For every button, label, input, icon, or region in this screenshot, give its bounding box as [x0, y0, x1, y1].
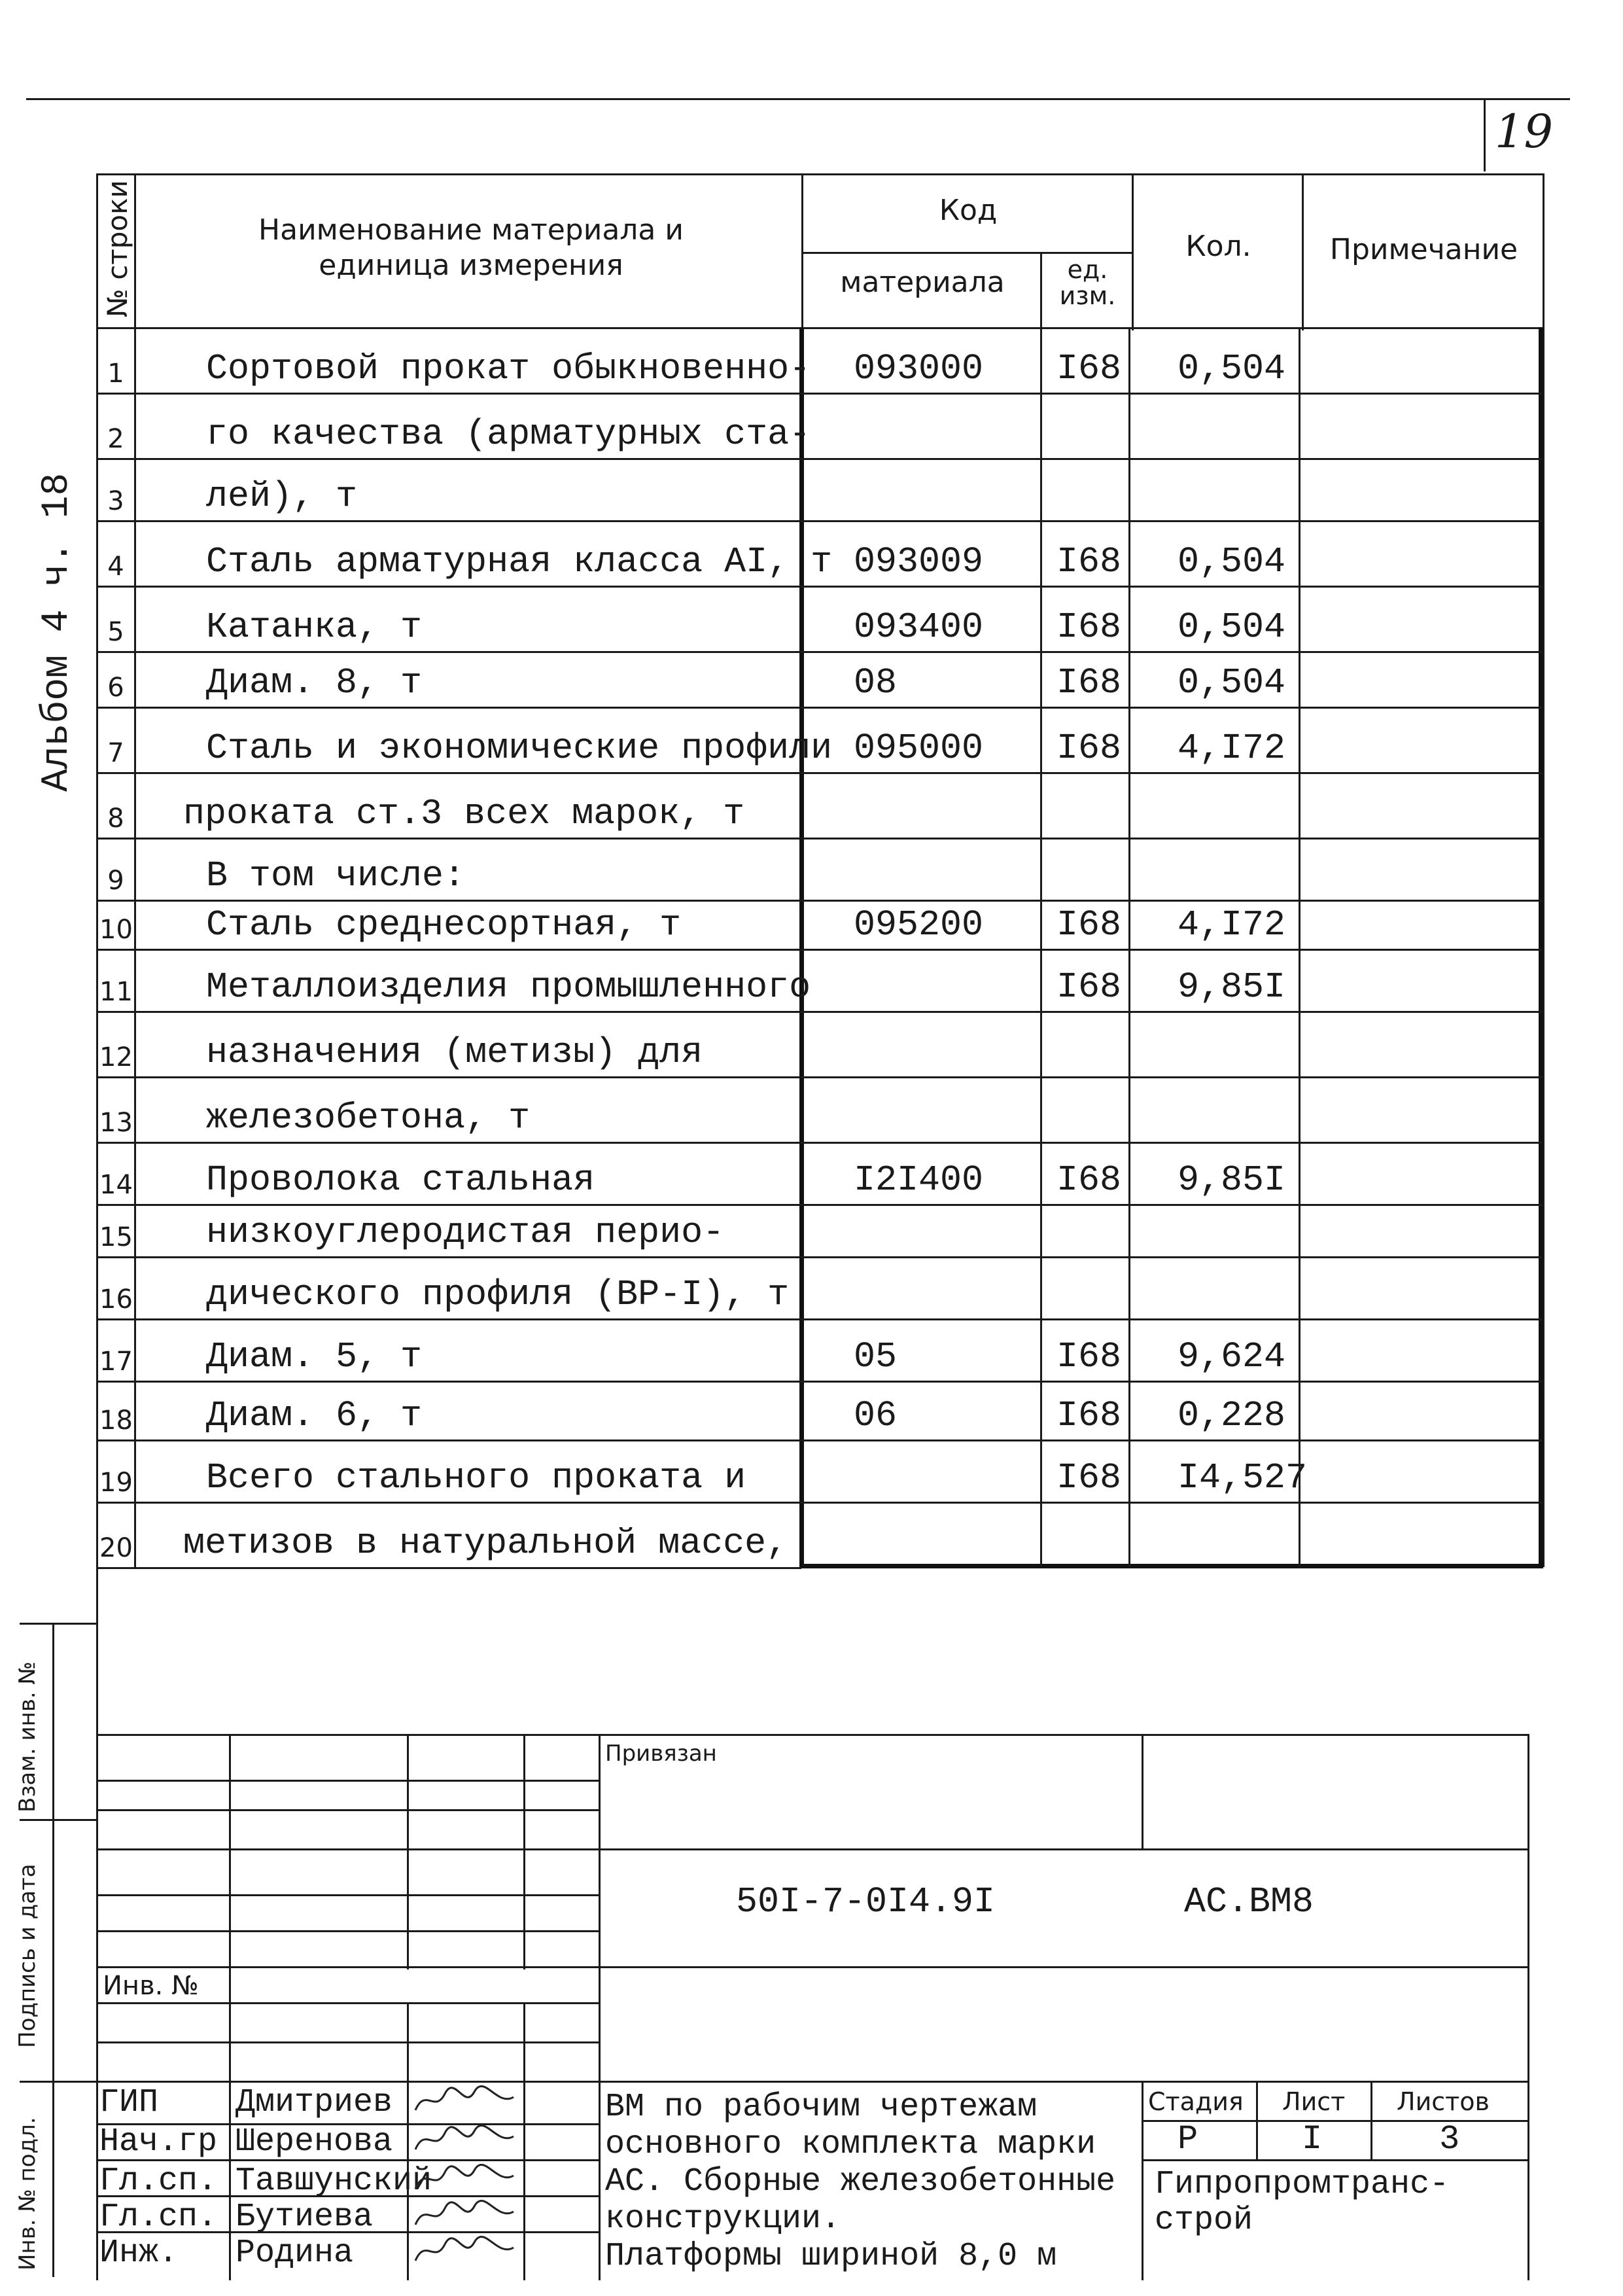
quantity-cell: 0,504	[1178, 662, 1286, 703]
header-bottom	[96, 327, 1544, 329]
side-label-inv-podl: Инв. № подл.	[14, 2117, 41, 2270]
tb-row-c	[96, 1848, 1529, 1850]
material-name-cell: низкоуглеродистая перио-	[206, 1212, 725, 1253]
staff-role: Инж.	[99, 2234, 179, 2272]
quantity-cell: 0,228	[1178, 1395, 1286, 1436]
hdr-div-2	[1040, 252, 1042, 330]
hdr-note: Примечание	[1329, 233, 1518, 266]
unit-code-cell: I68	[1056, 1159, 1122, 1201]
staff-role: Гл.сп.	[99, 2163, 218, 2200]
tb-row-h	[96, 2041, 599, 2043]
organization-line: Гипропромтранс-	[1155, 2166, 1450, 2203]
row-number: 13	[99, 1108, 133, 1138]
staff-name: Дмитриев	[236, 2084, 393, 2121]
hdr-unit: ед. изм.	[1059, 255, 1116, 310]
tb-col-1	[229, 1734, 231, 2280]
tb-col-2a	[407, 1734, 409, 1969]
quantity-cell: 0,504	[1178, 607, 1286, 648]
material-code-cell: 093000	[854, 348, 984, 389]
tb-row-a	[96, 1780, 599, 1782]
doc-code: 50I-7-0I4.9I	[736, 1881, 996, 1922]
row-number: 3	[107, 486, 124, 516]
unit-code-cell: I68	[1056, 541, 1122, 582]
side-stamp-top	[20, 1623, 98, 1625]
unit-code-cell: I68	[1056, 1457, 1122, 1498]
row-number: 4	[107, 552, 124, 582]
material-name-cell: Диам. 6, т	[206, 1395, 423, 1436]
hdr-row-no: № строки	[101, 180, 133, 317]
tb-col-2b	[407, 2002, 409, 2280]
row-number: 16	[99, 1284, 133, 1315]
side-stamp-div1	[20, 1819, 98, 1821]
side-label-vzam: Взам. инв. №	[14, 1661, 41, 1812]
tb-row-g	[96, 2002, 599, 2004]
signature-scribble	[412, 2123, 517, 2156]
row-number: 10	[99, 915, 133, 945]
row-number: 20	[99, 1533, 133, 1563]
hdr-qty: Кол.	[1185, 230, 1251, 263]
stage-label: Стадия	[1148, 2087, 1244, 2116]
frame-left	[96, 173, 98, 1567]
sheets-value: 3	[1439, 2120, 1460, 2159]
unit-code-cell: I68	[1056, 966, 1122, 1008]
row-divider	[96, 707, 1543, 709]
material-name-cell: Диам. 5, т	[206, 1336, 423, 1377]
tb-col-4	[599, 1734, 601, 2280]
quantity-cell: 4,I72	[1178, 728, 1286, 769]
row-divider	[96, 1502, 1543, 1504]
tb-right	[1527, 1734, 1529, 2280]
signature-scribble	[412, 2084, 517, 2117]
material-name-cell: проката ст.3 всех марок, т	[183, 793, 745, 834]
unit-code-cell: I68	[1056, 904, 1122, 945]
sheets-label: Листов	[1397, 2087, 1490, 2116]
unit-code-cell: I68	[1056, 662, 1122, 703]
stage-value: Р	[1178, 2120, 1198, 2159]
row-divider	[96, 838, 1543, 839]
staff-name: Родина	[236, 2234, 354, 2272]
quantity-cell: 9,85I	[1178, 1159, 1286, 1201]
staff-role: Гл.сп.	[99, 2199, 218, 2236]
row-number: 15	[99, 1222, 133, 1252]
row-number: 1	[107, 359, 124, 389]
row-number: 14	[99, 1170, 133, 1200]
row-divider	[96, 1204, 1543, 1206]
row-number: 19	[99, 1468, 133, 1498]
description-line: ВМ по рабочим чертежам	[605, 2089, 1038, 2126]
material-name-cell: Сталь арматурная класса AI, т	[206, 541, 833, 582]
privyazan-label: Привязан	[605, 1740, 717, 1767]
page-number-divider	[1484, 98, 1486, 171]
staff-name: Бутиева	[236, 2199, 374, 2236]
tb-row-i	[96, 2081, 1529, 2083]
signature-scribble	[412, 2234, 517, 2267]
quantity-cell: 0,504	[1178, 541, 1286, 582]
tb-row-b	[96, 1809, 599, 1811]
material-code-cell: 08	[854, 662, 898, 703]
material-code-cell: I2I400	[854, 1159, 984, 1201]
tb-row-e	[96, 1930, 599, 1932]
row-divider	[96, 651, 1543, 653]
material-name-cell: назначения (метизы) для	[206, 1032, 703, 1073]
hdr-material: материала	[840, 266, 1005, 299]
tb-row-d	[96, 1894, 599, 1896]
row-divider	[96, 1439, 1543, 1441]
quantity-cell: 0,504	[1178, 348, 1286, 389]
row-divider	[96, 1076, 1543, 1078]
row-divider	[96, 772, 1543, 774]
row-number: 5	[107, 617, 124, 647]
material-code-cell: 06	[854, 1395, 898, 1436]
side-stamp-div2	[20, 2081, 98, 2083]
row-number: 9	[107, 866, 124, 896]
material-name-cell: Сталь среднесортная, т	[206, 904, 682, 945]
quantity-cell: 9,624	[1178, 1336, 1286, 1377]
material-name-cell: В том числе:	[206, 855, 466, 896]
material-name-cell: Сортовой прокат обыкновенно-	[206, 348, 811, 389]
description-line: Платформы шириной 8,0 м	[605, 2238, 1057, 2275]
doc-mark: АС.ВМ8	[1184, 1881, 1314, 1922]
row-number: 17	[99, 1347, 133, 1377]
top-rule	[26, 98, 1570, 100]
hdr-code-split	[801, 252, 1132, 254]
row-divider	[96, 1256, 1543, 1258]
row-divider	[96, 1142, 1543, 1144]
unit-code-cell: I68	[1056, 728, 1122, 769]
hdr-div-4	[1302, 173, 1304, 330]
data-frame-bottom	[799, 1564, 1543, 1568]
tb-stage-mid	[1142, 2120, 1527, 2122]
tb-top	[96, 1734, 1529, 1736]
row-number: 6	[107, 673, 124, 703]
header-top	[96, 173, 1544, 175]
material-code-cell: 095000	[854, 728, 984, 769]
hdr-code: Код	[939, 194, 998, 227]
material-name-cell: Катанка, т	[206, 607, 423, 648]
unit-code-cell: I68	[1056, 607, 1122, 648]
staff-role: ГИП	[99, 2084, 159, 2121]
tb-col-3b	[523, 2002, 525, 2280]
row-number: 11	[99, 977, 133, 1007]
material-code-cell: 05	[854, 1336, 898, 1377]
staff-name: Тавшунский	[236, 2163, 432, 2200]
row-divider	[96, 1381, 1543, 1383]
material-name-cell: железобетона, т	[206, 1097, 531, 1139]
quantity-cell: 4,I72	[1178, 904, 1286, 945]
row-number: 12	[99, 1042, 133, 1072]
material-code-cell: 093400	[854, 607, 984, 648]
tb-privyazan-div	[1142, 1734, 1143, 1848]
signature-scribble	[412, 2163, 517, 2195]
row-number: 7	[107, 738, 124, 768]
description-line: АС. Сборные железобетонные	[605, 2163, 1116, 2200]
row-divider	[96, 1011, 1543, 1013]
col-rownum-divider	[134, 173, 136, 1567]
hdr-div-3	[1132, 173, 1134, 330]
unit-code-cell: I68	[1056, 1336, 1122, 1377]
material-name-cell: Сталь и экономические профили	[206, 728, 833, 769]
unit-code-cell: I68	[1056, 1395, 1122, 1436]
row-divider	[96, 900, 1543, 902]
tb-stage-bottom	[1142, 2159, 1527, 2161]
row-divider	[96, 586, 1543, 588]
material-name-cell: го качества (арматурных ста-	[206, 414, 811, 455]
material-name-cell: Всего стального проката и	[206, 1457, 746, 1498]
staff-role: Нач.гр	[99, 2123, 218, 2161]
side-label-podpis: Подпись и дата	[14, 1863, 41, 2048]
tb-stage-left	[1142, 2081, 1143, 2280]
material-name-cell: Диам. 8, т	[206, 662, 423, 703]
quantity-cell: 9,85I	[1178, 966, 1286, 1008]
tb-left	[96, 1567, 98, 2280]
row-divider	[96, 520, 1543, 522]
sheet-label: Лист	[1282, 2087, 1346, 2116]
row-number: 18	[99, 1405, 133, 1436]
row-number: 2	[107, 424, 124, 454]
row-divider	[96, 949, 1543, 951]
side-stamp-left	[52, 1623, 54, 2277]
inv-no-label: Инв. №	[103, 1971, 199, 2001]
organization-line: строй	[1155, 2202, 1253, 2239]
sheet-value: I	[1302, 2120, 1323, 2159]
staff-name: Шеренова	[236, 2123, 393, 2161]
row-divider	[96, 458, 1543, 460]
material-name-cell: Металлоизделия промышленного	[206, 966, 811, 1008]
material-code-cell: 093009	[854, 541, 984, 582]
page-number: 19	[1495, 105, 1554, 158]
material-name-cell: дического профиля (ВР-I), т	[206, 1274, 790, 1315]
row-divider	[96, 393, 1543, 395]
hdr-name: Наименование материала и единица измерения	[258, 213, 684, 282]
quantity-cell: I4,527	[1178, 1457, 1308, 1498]
unit-code-cell: I68	[1056, 348, 1122, 389]
signature-scribble	[412, 2199, 517, 2231]
material-name-cell: Проволока стальная	[206, 1159, 595, 1201]
description-line: основного комплекта марки	[605, 2126, 1096, 2163]
description-line: конструкции.	[605, 2200, 841, 2238]
tb-row-f	[96, 1966, 1529, 1968]
row-divider	[96, 1318, 1543, 1320]
album-note: Альбом 4 ч. 18	[36, 472, 79, 792]
material-code-cell: 095200	[854, 904, 984, 945]
row-number: 8	[107, 804, 124, 834]
table-bottom-left	[96, 1567, 801, 1569]
material-name-cell: метизов в натуральной массе,	[183, 1523, 788, 1564]
material-name-cell: лей), т	[206, 476, 358, 517]
tb-col-3a	[523, 1734, 525, 1969]
